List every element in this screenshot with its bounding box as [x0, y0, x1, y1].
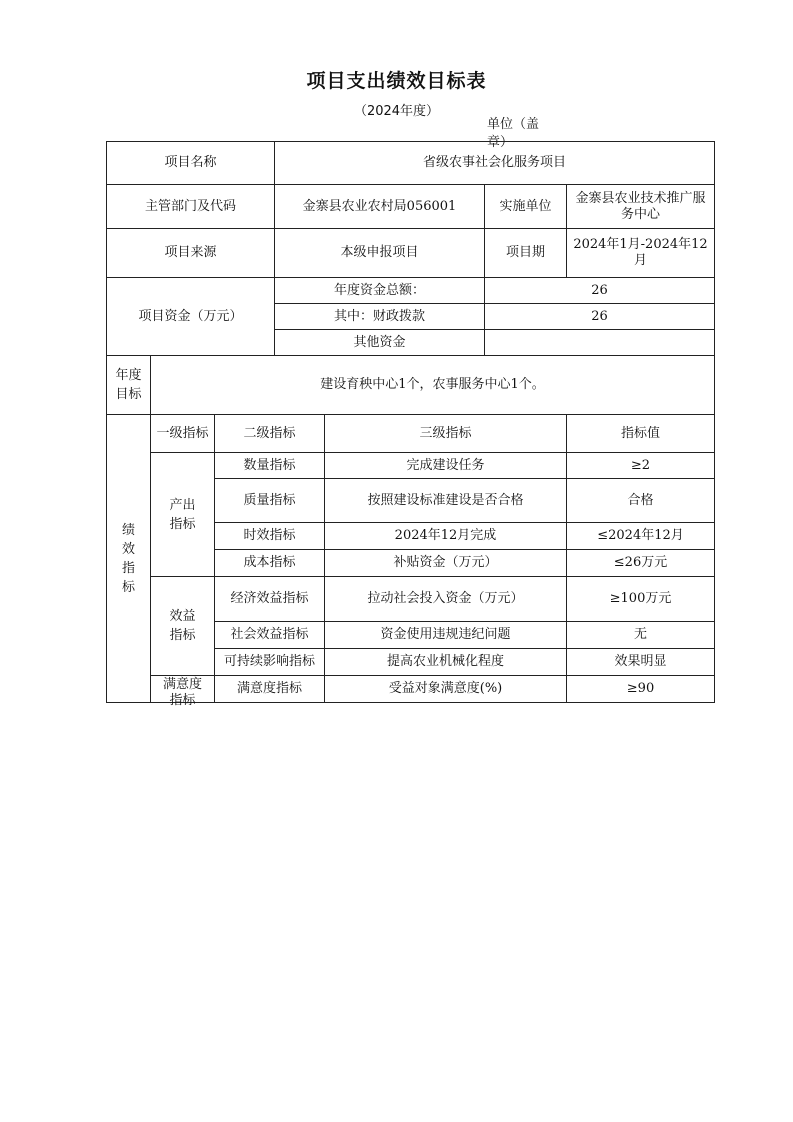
- value-cell: ≥100万元: [567, 577, 715, 622]
- level2-cell: 社会效益指标: [215, 622, 325, 649]
- level2-cell: 时效指标: [215, 523, 325, 550]
- value-cell: ≤26万元: [567, 550, 715, 577]
- table-row: [107, 577, 715, 622]
- table-row: [107, 453, 715, 479]
- project-name-label: 项目名称: [107, 142, 275, 185]
- value-cell: ≥2: [567, 453, 715, 479]
- source-value: 本级申报项目: [275, 229, 485, 278]
- level2-cell: 数量指标: [215, 453, 325, 479]
- level3-cell: 补贴资金（万元）: [325, 550, 567, 577]
- department-row: [107, 185, 715, 229]
- implementing-unit-label: 实施单位: [485, 185, 567, 229]
- department-value: 金寨县农业农村局056001: [275, 185, 485, 229]
- project-name-row: [107, 142, 715, 185]
- level3-cell: 2024年12月完成: [325, 523, 567, 550]
- page-title: 项目支出绩效目标表: [306, 70, 487, 92]
- level2-cell: 可持续影响指标: [215, 649, 325, 676]
- unit-seal-label: 单位（盖章）: [487, 117, 540, 150]
- header-level3: 三级指标: [325, 415, 567, 453]
- performance-target-table: [106, 141, 715, 708]
- level2-cell: 成本指标: [215, 550, 325, 577]
- performance-indicators-label: 绩效指标: [107, 415, 151, 703]
- table-row: [107, 676, 715, 703]
- funds-total-value: 26: [485, 278, 715, 304]
- header-level1: 一级指标: [151, 415, 215, 453]
- funds-total-label: 年度资金总额：: [275, 278, 485, 304]
- level3-cell: 按照建设标准建设是否合格: [325, 479, 567, 523]
- value-cell: ≥90: [567, 676, 715, 703]
- header-value: 指标值: [567, 415, 715, 453]
- funds-total-row: [107, 278, 715, 304]
- level2-cell: 经济效益指标: [215, 577, 325, 622]
- level2-cell: 满意度指标: [215, 676, 325, 703]
- source-label: 项目来源: [107, 229, 275, 278]
- project-name-value: 省级农事社会化服务项目: [275, 142, 715, 185]
- implementing-unit-value: 金寨县农业技术推广服务中心: [567, 185, 715, 229]
- period-label: 项目期: [485, 229, 567, 278]
- annual-goal-text: 建设育秧中心1个，农事服务中心1个。: [151, 356, 715, 415]
- satisfaction-indicators-label: 满意度指标: [151, 676, 215, 703]
- header-level2: 二级指标: [215, 415, 325, 453]
- value-cell: 效果明显: [567, 649, 715, 676]
- output-indicators-label: 产出指标: [151, 453, 215, 577]
- funds-fiscal-label: 其中：财政拨款: [275, 304, 485, 330]
- indicator-header-row: [107, 415, 715, 453]
- funds-other-value: [485, 330, 715, 356]
- funds-other-label: 其他资金: [275, 330, 485, 356]
- level3-cell: 提高农业机械化程度: [325, 649, 567, 676]
- department-label: 主管部门及代码: [107, 185, 275, 229]
- level3-cell: 资金使用违规违纪问题: [325, 622, 567, 649]
- value-cell: 无: [567, 622, 715, 649]
- period-value: 2024年1月-2024年12月: [567, 229, 715, 278]
- funds-fiscal-value: 26: [485, 304, 715, 330]
- level2-cell: 质量指标: [215, 479, 325, 523]
- annual-goal-label: 年度目标: [107, 356, 151, 415]
- value-cell: 合格: [567, 479, 715, 523]
- benefit-indicators-label: 效益指标: [151, 577, 215, 676]
- level3-cell: 受益对象满意度(%): [325, 676, 567, 703]
- level3-cell: 拉动社会投入资金（万元）: [325, 577, 567, 622]
- value-cell: ≤2024年12月: [567, 523, 715, 550]
- level3-cell: 完成建设任务: [325, 453, 567, 479]
- source-row: [107, 229, 715, 278]
- annual-goal-row: [107, 356, 715, 415]
- year-label: （2024年度）: [353, 104, 440, 119]
- funds-label: 项目资金（万元）: [107, 278, 275, 356]
